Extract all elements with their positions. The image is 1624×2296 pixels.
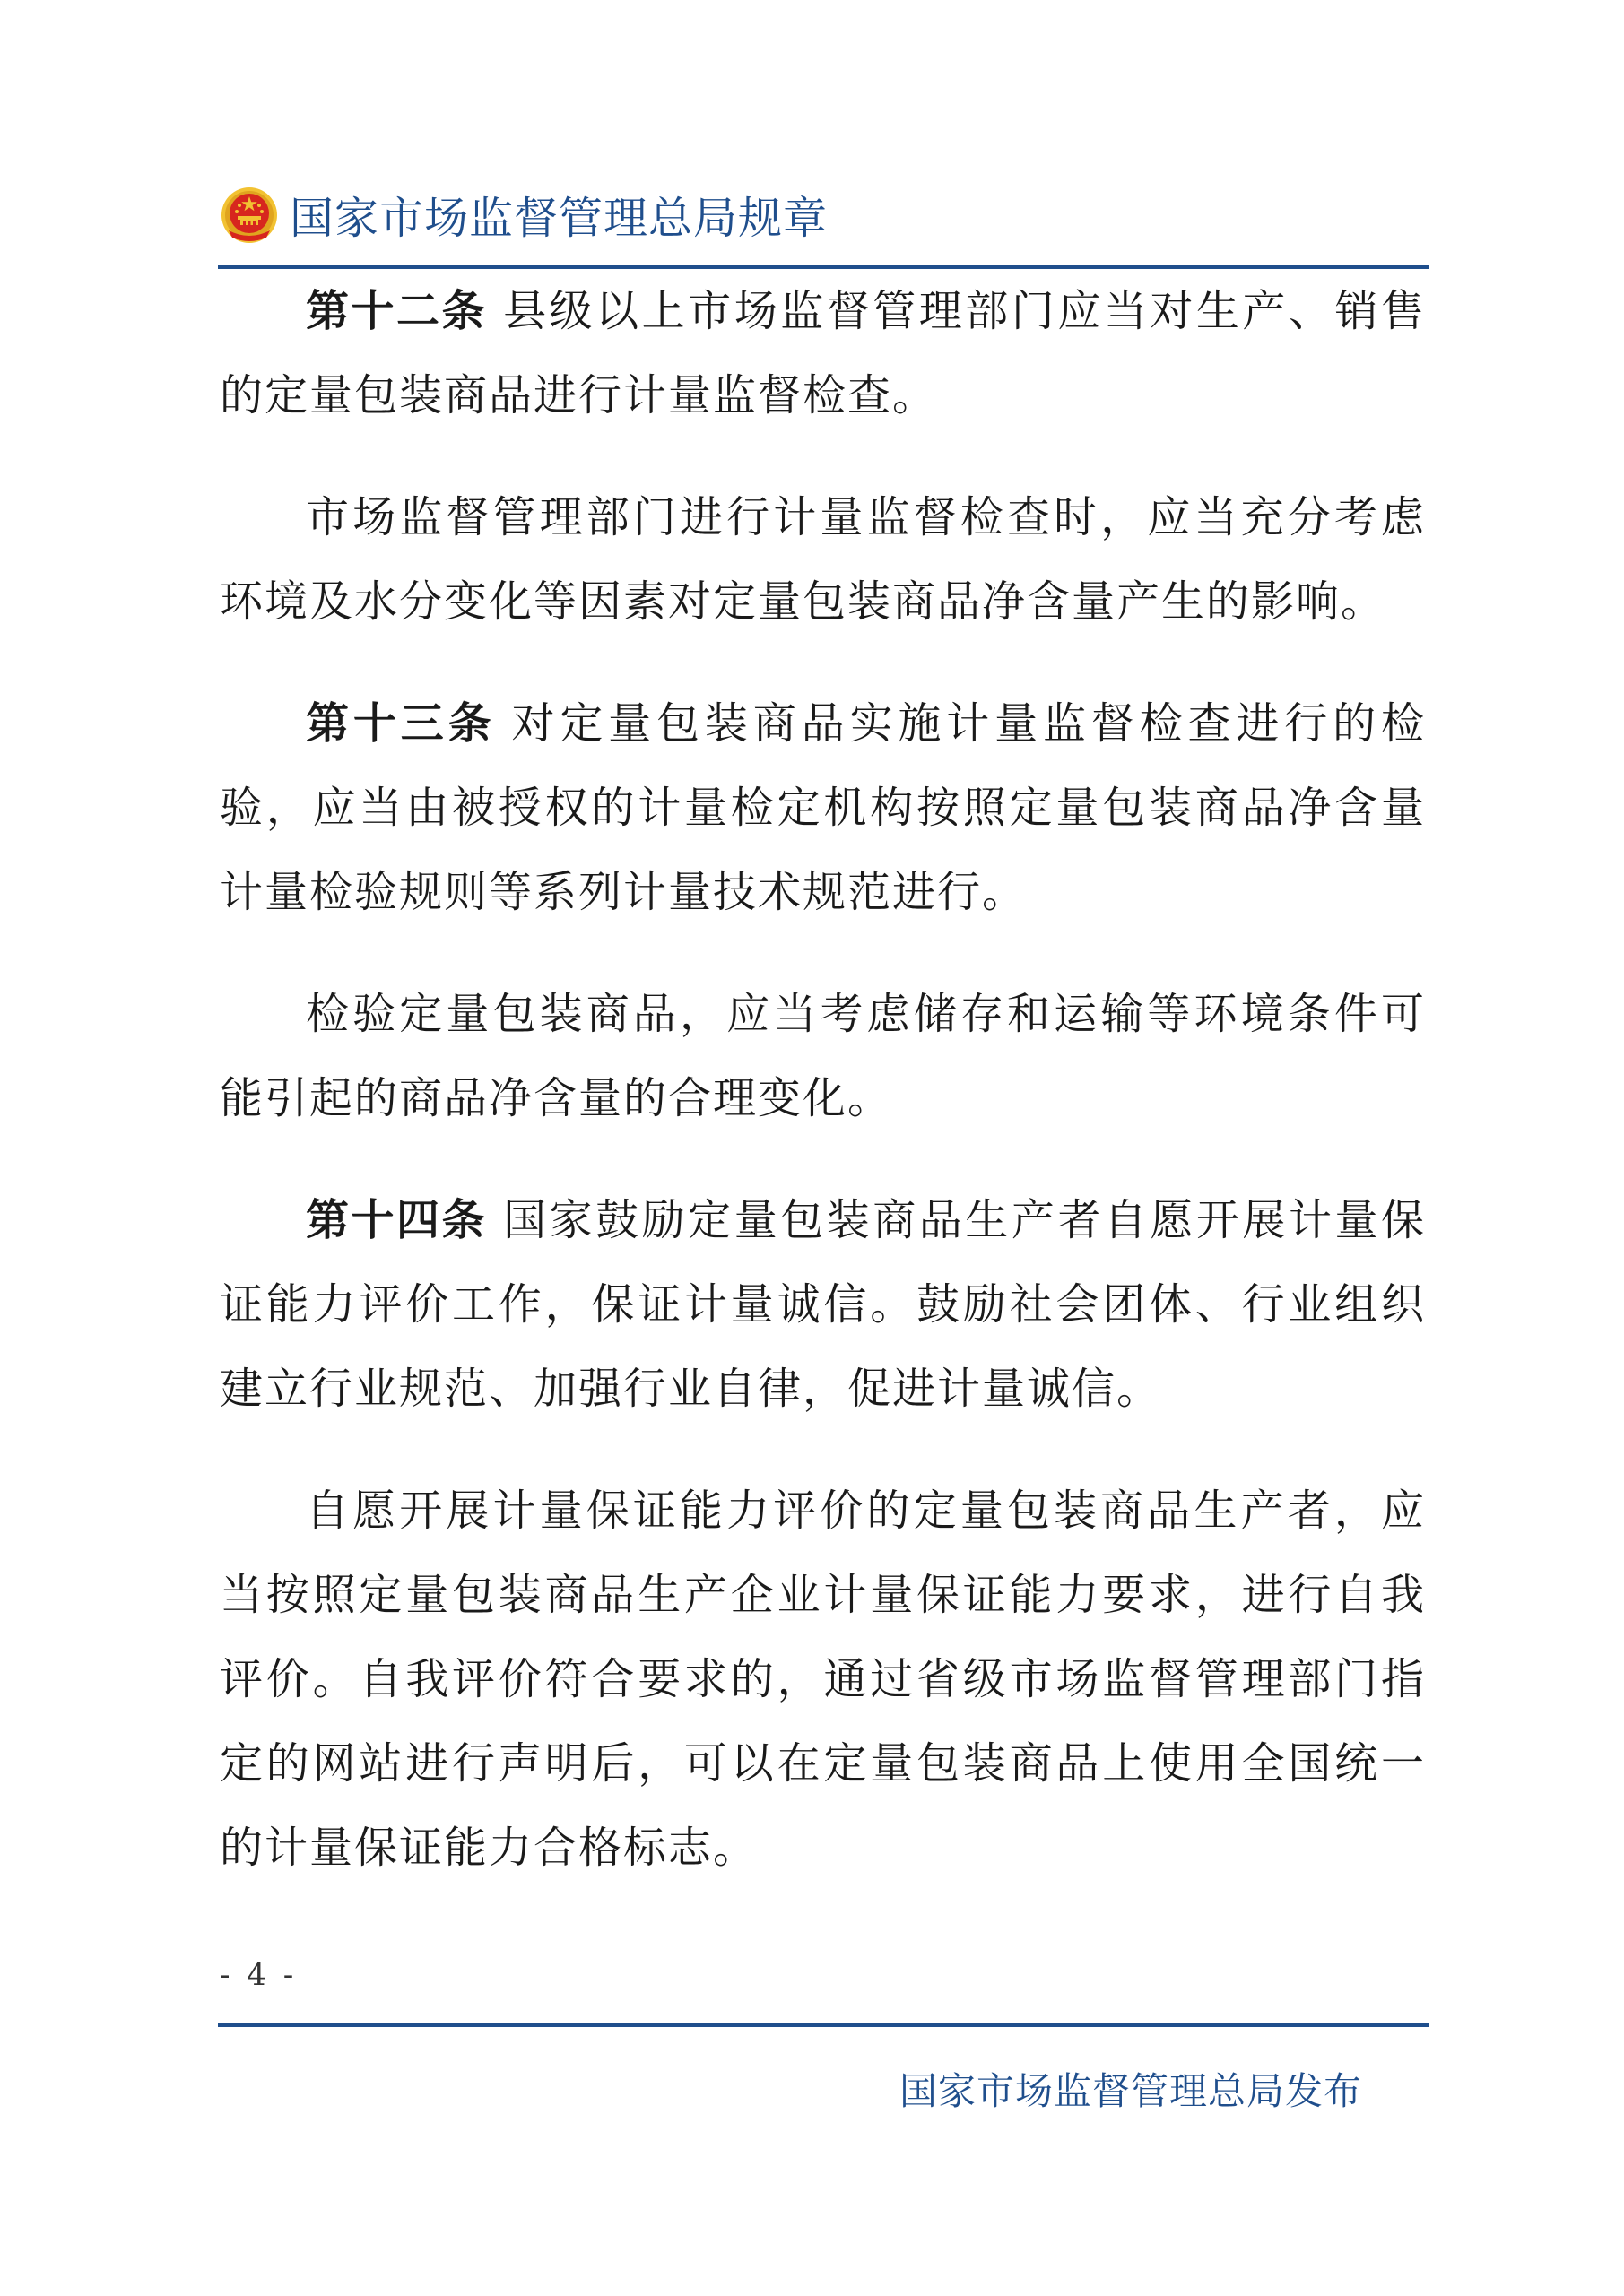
paragraph-text: 国家鼓励定量包装商品生产者自愿开展计量保证能力评价工作，保证计量诚信。鼓励社会团体、行业组织建立行业规范、加强行业自律，促进计量诚信。 — [220, 1195, 1426, 1414]
article-number: 第十三条 — [306, 698, 496, 749]
footer-divider — [218, 2023, 1429, 2027]
paragraph-text: 市场监督管理部门进行计量监督检查时，应当充分考虑环境及水分变化等因素对定量包装商品净含量产生的影响。 — [220, 492, 1426, 627]
paragraph — [220, 269, 1426, 438]
page-header — [220, 179, 828, 251]
footer-publisher: 国家市场监督管理总局发布 — [899, 2069, 1362, 2113]
paragraph-text: 自愿开展计量保证能力评价的定量包装商品生产者，应当按照定量包装商品生产企业计量保证能力要求，进行自我评价。自我评价符合要求的，通过省级市场监督管理部门指定的网站进行声明后，可以在定量包装商品上使用全国统一的计量保证能力合格标志。 — [220, 1486, 1426, 1873]
paragraph — [220, 972, 1426, 1140]
national-emblem-icon — [220, 186, 279, 245]
paragraph — [220, 475, 1426, 644]
page-number: - 4 - — [220, 1957, 298, 1993]
article-number: 第十四条 — [306, 1195, 488, 1245]
document-body — [220, 269, 1426, 1928]
paragraph-text: 县级以上市场监督管理部门应当对生产、销售的定量包装商品进行计量监督检查。 — [220, 286, 1426, 420]
paragraph — [220, 681, 1426, 934]
paragraph-text: 检验定量包装商品，应当考虑储存和运输等环境条件可能引起的商品净含量的合理变化。 — [220, 989, 1426, 1123]
paragraph-text: 对定量包装商品实施计量监督检查进行的检验，应当由被授权的计量检定机构按照定量包装商品净含量计量检验规则等系列计量技术规范进行。 — [220, 698, 1426, 917]
paragraph — [220, 1469, 1426, 1890]
article-number: 第十二条 — [306, 286, 488, 336]
paragraph — [220, 1178, 1426, 1431]
header-title: 国家市场监督管理总局规章 — [290, 193, 829, 244]
